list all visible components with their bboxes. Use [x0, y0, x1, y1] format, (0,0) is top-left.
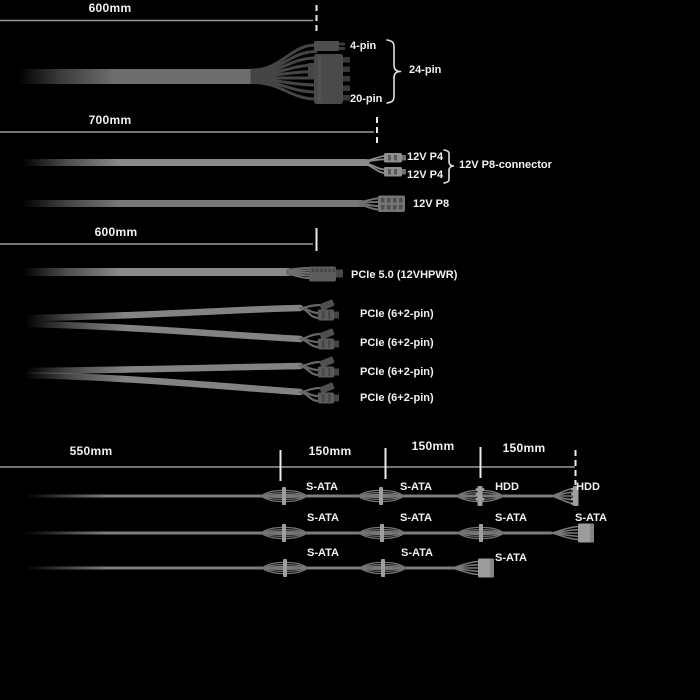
- eps-p4-connector-2: [384, 167, 406, 177]
- eps-p4-connector-1: [384, 153, 406, 163]
- sata-r2-label-3: S-ATA: [495, 512, 527, 524]
- measure-eps: [0, 117, 377, 143]
- pcie-62-connector-2: [300, 328, 339, 349]
- pcie-62-label-3: PCIe (6+2-pin): [360, 366, 434, 378]
- eps-p4p4-cable: [25, 150, 454, 183]
- pcie5-12vhpwr-connector: [309, 267, 343, 282]
- pcie-62-connector-3: [300, 356, 339, 377]
- atx-4pin-label: 4-pin: [350, 40, 377, 52]
- pcie-62-label-2: PCIe (6+2-pin): [360, 337, 434, 349]
- pcie5-12vhpwr-cable: [25, 267, 343, 282]
- sata-r3-label-1: S-ATA: [307, 547, 339, 559]
- sata-measure-550: 550mm: [69, 444, 113, 458]
- sata-r2-label-4: S-ATA: [575, 512, 607, 524]
- sata-r1-label-1: S-ATA: [306, 481, 338, 493]
- sata-r1-label-4: HDD: [576, 481, 600, 493]
- atx-4pin-connector: [314, 41, 345, 51]
- sata-r3-label-2: S-ATA: [401, 547, 433, 559]
- pcie-62-connector-1: [300, 299, 339, 320]
- atx-measure-label: 600mm: [88, 1, 132, 15]
- eps-p8-connector: [378, 196, 405, 213]
- measure-atx: [0, 5, 317, 32]
- sata-chain-2: [25, 524, 594, 543]
- pcie-62-label-1: PCIe (6+2-pin): [360, 308, 434, 320]
- atx-24pin-cable: [18, 40, 401, 104]
- measure-pcie: [0, 225, 317, 251]
- sata-r1-label-2: S-ATA: [400, 481, 432, 493]
- pcie-hpwr-label: PCIe 5.0 (12VHPWR): [351, 269, 458, 281]
- sata-r2-label-2: S-ATA: [400, 512, 432, 524]
- pcie-62-cables: [25, 299, 339, 403]
- pcie-measure-label: 600mm: [94, 225, 138, 239]
- pcie-62-label-4: PCIe (6+2-pin): [360, 392, 434, 404]
- sata-r2-label-1: S-ATA: [307, 512, 339, 524]
- sata-measure-150c: 150mm: [502, 441, 546, 455]
- atx-20pin-connector: [308, 54, 350, 104]
- eps-p4a-label: 12V P4: [407, 151, 444, 163]
- sata-r1-label-3: HDD: [495, 481, 519, 493]
- brace-24pin: [387, 40, 401, 103]
- eps-p8-cable: [25, 196, 405, 213]
- eps-measure-label: 700mm: [88, 113, 132, 127]
- eps-p8-label: 12V P8: [413, 198, 450, 210]
- sata-measure-150a: 150mm: [308, 444, 352, 458]
- sata-chain-3: [28, 559, 494, 578]
- atx-24pin-label: 24-pin: [409, 64, 442, 76]
- pcie-62-connector-4: [300, 382, 339, 403]
- atx-20pin-label: 20-pin: [350, 93, 383, 105]
- sata-measure-150b: 150mm: [411, 439, 455, 453]
- eps-p4b-label: 12V P4: [407, 169, 444, 181]
- brace-p8: [444, 150, 454, 183]
- eps-p8-combined-label: 12V P8-connector: [459, 159, 552, 171]
- sata-r3-label-3: S-ATA: [495, 552, 527, 564]
